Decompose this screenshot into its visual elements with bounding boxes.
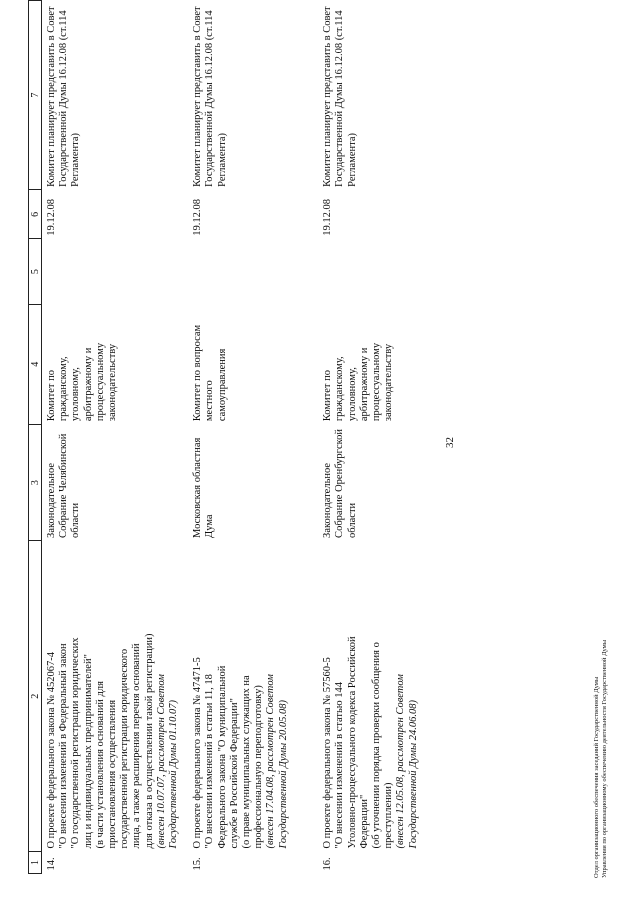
bill-line: "О внесении изменений в статью 144 bbox=[334, 681, 346, 849]
introduced-note: (внесен 17.04.08, рассмотрен Советом bbox=[265, 674, 277, 849]
header-row bbox=[29, 1, 42, 874]
footer-line: Отдел организационного обеспечения заседаний Государственной Думы bbox=[593, 676, 600, 878]
footer bbox=[593, 640, 609, 878]
bill-line: государственной регистрации юридического bbox=[119, 648, 131, 849]
table-row bbox=[318, 1, 448, 874]
table-row bbox=[188, 1, 318, 874]
row-number: 15. bbox=[192, 857, 204, 871]
col5-cell bbox=[318, 239, 448, 305]
initiator-cell: Законодательное Собрание Оренбургской области bbox=[322, 428, 358, 538]
bill-line: для отказа в осуществлении такой регистрации) bbox=[143, 633, 155, 849]
initiator-cell: Законодательное Собрание Челябинской области bbox=[46, 433, 82, 538]
header-cell-2: 2 bbox=[29, 541, 42, 852]
committee-cell: Комитет по вопросам местного самоуправления bbox=[192, 324, 228, 422]
bill-line: службе в Российской Федерации" bbox=[228, 698, 240, 849]
bill-line: лица, а также расширения перечня оснований bbox=[131, 643, 143, 849]
bill-line: Федерального закона "О муниципальной bbox=[216, 665, 228, 849]
date-cell: 19.12.08 bbox=[322, 199, 334, 236]
bill-line: преступлении) bbox=[383, 782, 395, 849]
bill-line: О проекте федерального закона № 452067-4 bbox=[46, 652, 57, 849]
header-cell-7: 7 bbox=[29, 1, 42, 190]
committee-cell: Комитет по гражданскому, уголовному, арбитражному и процессуальному законодательству bbox=[322, 342, 395, 422]
bill-line: "О государственной регистрации юридических bbox=[70, 637, 82, 849]
header-cell-6: 6 bbox=[29, 190, 42, 239]
introduced-note: Государственной Думы 24.06.08) bbox=[407, 700, 419, 849]
note-cell: Комитет планирует представить в Совет Государственной Думы 16.12.08 (ст.114 Регламента) bbox=[322, 6, 358, 187]
table-row bbox=[42, 1, 189, 874]
bill-line: лиц и индивидуальных предпринимателей" bbox=[82, 654, 94, 849]
bill-line: О проекте федерального закона № 57560-5 bbox=[322, 657, 334, 849]
header-cell-5: 5 bbox=[29, 239, 42, 305]
bill-line: "О внесении изменений в статьи 11, 18 bbox=[204, 674, 216, 849]
bill-line: Федерации" bbox=[358, 794, 370, 849]
row-number: 16. bbox=[322, 857, 334, 871]
bill-description bbox=[318, 541, 448, 852]
col5-cell bbox=[42, 239, 189, 305]
header-cell-1: 1 bbox=[29, 852, 42, 874]
bill-description bbox=[42, 541, 189, 852]
bill-description bbox=[188, 541, 318, 852]
bill-line: (в части установления оснований для bbox=[94, 681, 106, 849]
introduced-note: (внесен 10.07.07, рассмотрен Советом bbox=[155, 674, 167, 849]
date-cell: 19.12.08 bbox=[192, 199, 204, 236]
bill-line: "О внесении изменений в Федеральный закон bbox=[58, 643, 70, 849]
introduced-note: (внесен 12.05.08, рассмотрен Советом bbox=[395, 674, 407, 849]
bills-table bbox=[28, 0, 448, 874]
row-number: 14. bbox=[46, 857, 57, 871]
bill-line: (об уточнении порядка проверки сообщения о bbox=[371, 642, 383, 849]
bill-line: приостановления осуществления bbox=[107, 699, 119, 849]
col5-cell bbox=[188, 239, 318, 305]
note-cell: Комитет планирует представить в Совет Государственной Думы 16.12.08 (ст.114 Регламента) bbox=[46, 6, 82, 187]
page-number: 32 bbox=[444, 437, 456, 448]
date-cell: 19.12.08 bbox=[46, 199, 57, 236]
introduced-note: Государственной Думы 01.10.07) bbox=[168, 700, 180, 849]
introduced-note: Государственной Думы 20.05.08) bbox=[277, 700, 289, 849]
committee-cell: Комитет по гражданскому, уголовному, арбитражному и процессуальному законодательству bbox=[46, 342, 119, 422]
header-cell-4: 4 bbox=[29, 304, 42, 424]
bill-line: О проекте федерального закона № 47471-5 bbox=[192, 657, 204, 849]
bill-line: профессиональную переподготовку) bbox=[253, 685, 265, 849]
header-cell-3: 3 bbox=[29, 424, 42, 541]
initiator-cell: Московская областная Дума bbox=[192, 437, 216, 538]
note-cell: Комитет планирует представить в Совет Государственной Думы 16.12.08 (ст.114 Регламента) bbox=[192, 6, 228, 187]
bill-line: (о праве муниципальных служащих на bbox=[241, 675, 253, 849]
footer-line: Управления по организационному обеспечению деятельности Государственной Думы bbox=[601, 639, 608, 878]
bill-line: Уголовно-процессуального кодекса Российской bbox=[346, 636, 358, 849]
